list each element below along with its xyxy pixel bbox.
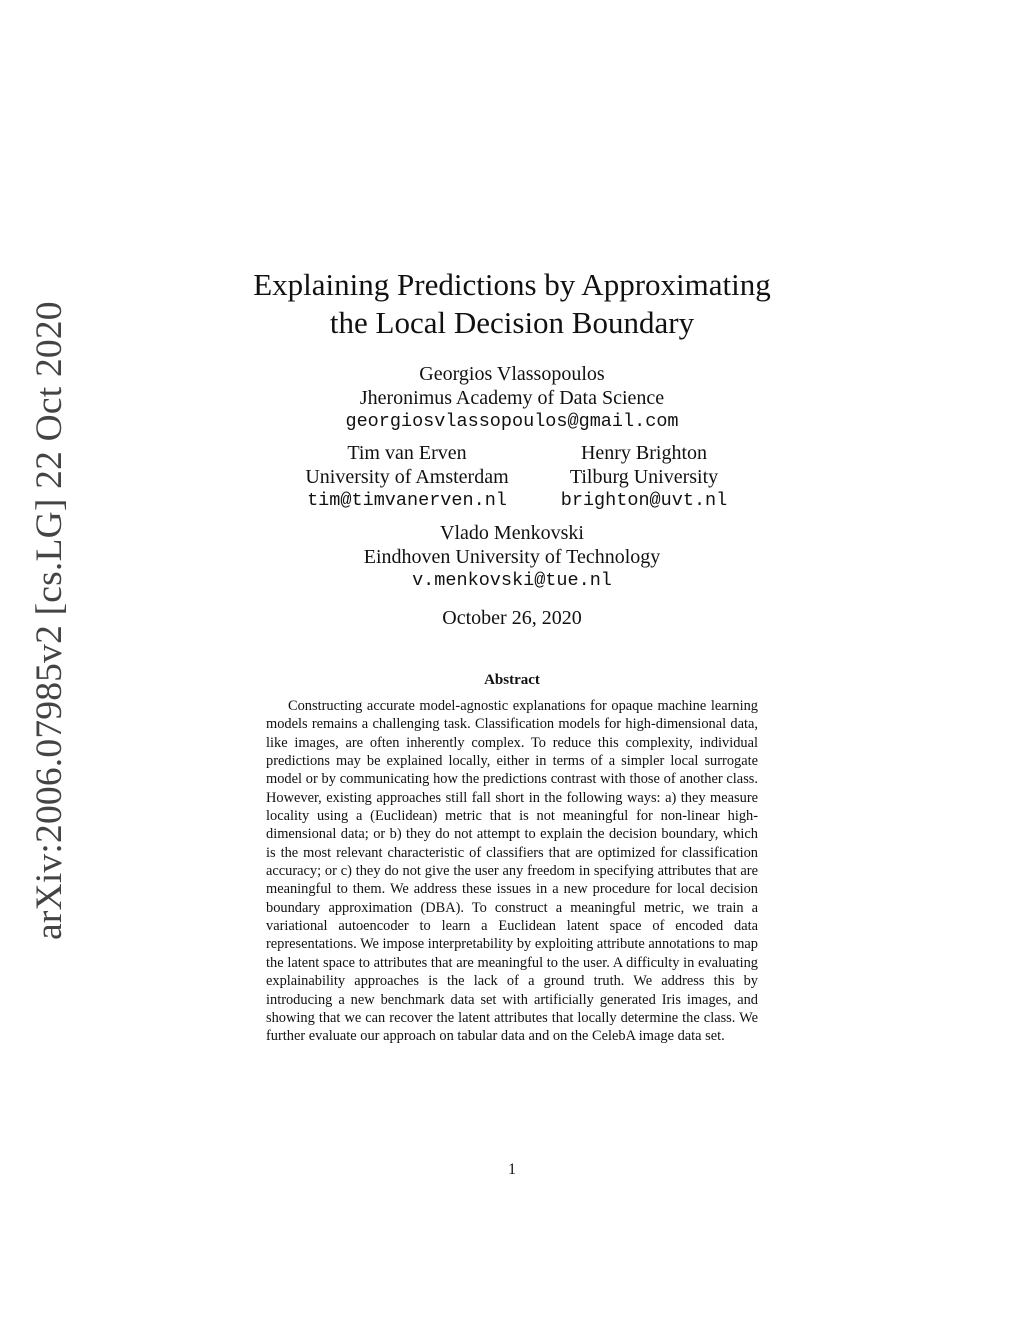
author-block [494, 441, 794, 513]
abstract-heading: Abstract [484, 672, 540, 688]
author-affiliation: Eindhoven University of Technology [363, 546, 661, 568]
author-block [262, 362, 762, 434]
title-line-1: Explaining Predictions by Approximating [253, 267, 771, 302]
author-email[interactable]: v.menkovski@tue.nl [412, 570, 612, 591]
author-email[interactable]: tim@timvanerven.nl [307, 490, 507, 511]
abstract-text: Constructing accurate model-agnostic explanations for opaque machine learning models remains a challenging task. Classification models for high-dimensional data, like images, are often inherently complex. To reduce this complexity, individual predictions may be explained locally, either in terms of a simpler local surrogate model or by communicating how the predictions contrast with those of another class. However, existing approaches still fall short in the following ways: a) they measure locality using a (Euclidean) metric that is not meaningful for non-linear high-dimensional data; or b) they do not attempt to explain the decision boundary, which is the most relevant characteristic of classifiers that are optimized for classification accuracy; or c) they do not give the user any freedom in specifying attributes that are meaningful to them. We address these issues in a new procedure for local decision boundary approximation (DBA). To construct a meaningful metric, we train a variational autoencoder to learn a Euclidean latent space of encoded data representations. We impose interpretability by exploiting attribute annotations to map the latent space to attributes that are meaningful to the user. A difficulty in evaluating explainability approaches is the lack of a ground truth. We address this by introducing a new benchmark data set with artificially generated Iris images, and showing that we can recover the latent attributes that locally determine the class. We further evaluate our approach on tabular data and on the CelebA image data set. [266, 698, 758, 1045]
title-line-2: the Local Decision Boundary [329, 305, 695, 340]
author-name: Vlado Menkovski [440, 522, 584, 544]
author-name: Georgios Vlassopoulos [419, 363, 605, 385]
publication-date: October 26, 2020 [442, 607, 582, 629]
author-name: Henry Brighton [580, 442, 708, 464]
author-affiliation: Tilburg University [569, 466, 719, 488]
author-block [262, 521, 762, 593]
author-affiliation: Jheronimus Academy of Data Science [359, 387, 665, 409]
author-name: Tim van Erven [347, 442, 467, 464]
author-email[interactable]: georgiosvlassopoulos@gmail.com [345, 411, 679, 432]
page-number: 1 [508, 1161, 516, 1178]
author-affiliation: University of Amsterdam [305, 466, 509, 488]
paper-title [0, 266, 1024, 342]
author-email[interactable]: brighton@uvt.nl [560, 490, 728, 511]
arxiv-identifier: arXiv:2006.07985v2 [cs.LG] 22 Oct 2020 [29, 301, 70, 940]
